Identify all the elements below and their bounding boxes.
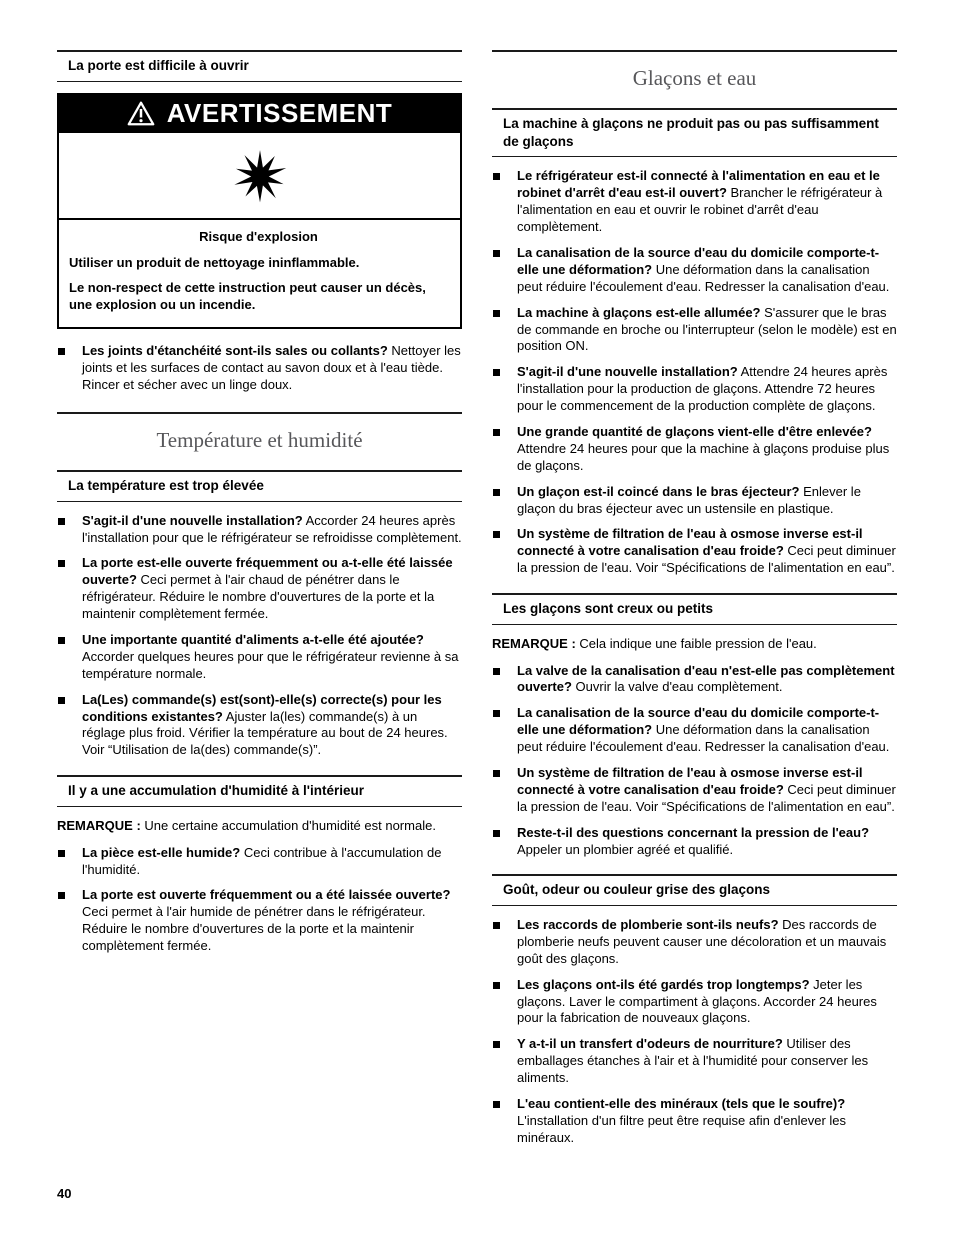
bullet-square-icon [493, 429, 500, 436]
answer-text: Ceci peut diminuer la pression de l'eau. Voir “Spécifications de l'alimentation en eau”. [517, 781, 896, 814]
section-title-ice-water: Glaçons et eau [632, 66, 757, 90]
answer-text: Accorder 24 heures après l'installation pour que le réfrigérateur se refroidisse complètement. [82, 512, 462, 545]
bullet-text [517, 168, 897, 236]
warning-consequence: Le non-respect de cette instruction peut causer un décès, une explosion ou un incendie. [69, 280, 426, 313]
page-number: 40 [57, 1186, 72, 1201]
bullet-text [82, 343, 462, 394]
bullet-square-icon [58, 348, 65, 355]
question-text: Une grande quantité de glaçons vient-elle d'être enlevée? [517, 423, 872, 439]
answer-text: Attendre 24 heures après l'installation pour la production de glaçons. Attendre 72 heures pour le commencement de la production complète de glaçons. [517, 364, 888, 414]
section-header-hollow-ice: Les glaçons sont creux ou petits [492, 593, 897, 625]
bullet-square-icon [493, 369, 500, 376]
question-text: La canalisation de la source d'eau du domicile comporte-t-elle une déformation? [517, 705, 880, 738]
bullet-square-icon [493, 489, 500, 496]
question-text: La machine à glaçons est-elle allumée? [517, 304, 761, 320]
bullet-item [57, 343, 462, 394]
bullet-text [517, 917, 897, 968]
bullet-text [517, 526, 897, 577]
section-title-temperature: Température et humidité [156, 427, 363, 452]
bullet-item [492, 825, 897, 859]
humidity-bullet-list [57, 845, 462, 955]
bullet-item [492, 484, 897, 518]
bullet-square-icon [493, 922, 500, 929]
question-text: La(Les) commande(s) est(sont)-elle(s) correcte(s) pour les conditions existantes? [82, 691, 442, 724]
bullet-text [517, 765, 897, 816]
bullet-square-icon [493, 830, 500, 837]
bullet-text [517, 825, 897, 859]
section-header-door: La porte est difficile à ouvrir [57, 50, 462, 82]
question-text: Reste-t-il des questions concernant la pression de l'eau? [517, 824, 870, 840]
answer-text: Attendre 24 heures pour que la machine à glaçons produise plus de glaçons. [517, 440, 890, 473]
bullet-text [517, 364, 897, 415]
answer-text: Appeler un plombier agréé et qualifié. [517, 841, 734, 857]
bullet-item [492, 305, 897, 356]
bullet-square-icon [58, 850, 65, 857]
question-text: Un système de filtration de l'eau à osmose inverse est-il connecté à votre canalisation d'eau froide? [517, 526, 863, 559]
question-text: Une importante quantité d'aliments a-t-elle été ajoutée? [82, 631, 424, 647]
bullet-item [492, 705, 897, 756]
bullet-square-icon [58, 518, 65, 525]
bullet-item [492, 977, 897, 1028]
bullet-item [57, 887, 462, 955]
bullet-item [492, 168, 897, 236]
section-header-temp-high: La température est trop élevée [57, 470, 462, 502]
answer-text: Ajuster la(les) commande(s) à un réglage plus froid. Vérifier la température au bout de 24 heures. Voir “Utilisation de la(des) commande(s)”. [82, 708, 448, 758]
answer-text: L'installation d'un filtre peut être requise afin d'enlever les minéraux. [517, 1112, 847, 1145]
temp-high-bullet-list [57, 513, 462, 760]
answer-text: Jeter les glaçons. Laver le compartiment à glaçons. Accorder 24 heures pour la fabrication de nouveaux glaçons. [517, 976, 877, 1026]
warning-risk-label: Risque d'explosion [199, 228, 318, 244]
bullet-item [57, 692, 462, 760]
bullet-square-icon [493, 531, 500, 538]
bullet-item [492, 1096, 897, 1147]
question-text: Un glaçon est-il coincé dans le bras éjecteur? [517, 483, 800, 499]
note-label: REMARQUE : [57, 817, 141, 833]
hollow-bullet-list [492, 663, 897, 859]
bullet-square-icon [58, 892, 65, 899]
question-text: Les joints d'étanchéité sont-ils sales ou collants? [82, 343, 388, 359]
question-text: La porte est-elle ouverte fréquemment ou a-t-elle été laissée ouverte? [82, 555, 453, 588]
question-text: S'agit-il d'une nouvelle installation? [82, 512, 303, 528]
question-text: La porte est ouverte fréquemment ou a été laissée ouverte? [82, 887, 451, 903]
bullet-text [82, 632, 462, 683]
question-text: La valve de la canalisation d'eau n'est-elle pas complètement ouverte? [517, 662, 895, 695]
answer-text: Ceci contribue à l'accumulation de l'humidité. [82, 844, 442, 877]
bullet-text [517, 424, 897, 475]
question-text: L'eau contient-elle des minéraux (tels que le soufre)? [517, 1096, 846, 1111]
hollow-note [492, 636, 897, 653]
answer-text: Ceci permet à l'air humide de pénétrer dans le réfrigérateur. Réduire le nombre d'ouvertures de la porte et la maintenir complètement fermée. [82, 904, 426, 954]
bullet-text [517, 305, 897, 356]
bullet-square-icon [493, 250, 500, 257]
answer-text: Une déformation dans la canalisation peut réduire l'écoulement d'eau. Redresser la canalisation d'eau. [517, 722, 890, 755]
answer-text: Enlever le glaçon du bras éjecteur avec un ustensile en plastique. [517, 483, 861, 516]
note-label: REMARQUE : [492, 635, 576, 651]
bullet-square-icon [493, 710, 500, 717]
bullet-item [492, 663, 897, 697]
bullet-text [517, 977, 897, 1028]
bullet-item [57, 513, 462, 547]
bullet-item [492, 765, 897, 816]
bullet-item [57, 845, 462, 879]
question-text: S'agit-il d'une nouvelle installation? [517, 364, 738, 380]
right-column [492, 50, 897, 1156]
question-text: La pièce est-elle humide? [82, 844, 241, 860]
bullet-square-icon [493, 770, 500, 777]
taste-bullet-list [492, 917, 897, 1147]
question-text: Le réfrigérateur est-il connecté à l'alimentation en eau et le robinet d'arrêt d'eau est-il ouvert? [517, 168, 880, 201]
answer-text: Brancher le réfrigérateur à l'alimentation en eau et ouvrir le robinet d'arrêt d'eau complètement. [517, 185, 883, 235]
bullet-text [517, 1096, 897, 1147]
bullet-square-icon [493, 1101, 500, 1108]
bullet-square-icon [493, 668, 500, 675]
warning-header-bar [59, 95, 460, 133]
section-divider [492, 50, 897, 52]
question-text: Y a-t-il un transfert d'odeurs de nourriture? [517, 1036, 783, 1052]
explosion-icon [231, 149, 289, 204]
warning-triangle-icon [127, 101, 155, 126]
bullet-text [517, 663, 897, 697]
section-divider [57, 412, 462, 414]
warning-box [57, 93, 462, 330]
question-text: Un système de filtration de l'eau à osmose inverse est-il connecté à votre canalisation d'eau froide? [517, 764, 863, 797]
bullet-text [517, 245, 897, 296]
bullet-item [492, 424, 897, 475]
bullet-text [82, 555, 462, 623]
note-text: Une certaine accumulation d'humidité est normale. [144, 817, 436, 833]
section-header-no-ice: La machine à glaçons ne produit pas ou pas suffisamment de glaçons [492, 108, 897, 157]
answer-text: S'assurer que le bras de commande en broche ou l'interrupteur (selon le modèle) est en position ON. [517, 304, 897, 354]
warning-instruction: Utiliser un produit de nettoyage ininflammable. [69, 255, 360, 271]
answer-text: Ceci permet à l'air chaud de pénétrer dans le réfrigérateur. Réduire le nombre d'ouvertures de la porte et la maintenir complètement fermée. [82, 572, 435, 622]
bullet-text [82, 845, 462, 879]
door-bullet-list [57, 343, 462, 394]
bullet-item [492, 364, 897, 415]
humidity-note [57, 818, 462, 835]
bullet-text [82, 692, 462, 760]
bullet-item [492, 245, 897, 296]
question-text: La canalisation de la source d'eau du domicile comporte-t-elle une déformation? [517, 244, 880, 277]
answer-text: Ceci peut diminuer la pression de l'eau. Voir “Spécifications de l'alimentation en eau”. [517, 543, 896, 576]
bullet-square-icon [493, 1041, 500, 1048]
bullet-text [517, 484, 897, 518]
answer-text: Nettoyer les joints et les surfaces de contact au savon doux et à l'eau tiède. Rincer et sécher avec un linge doux. [82, 343, 461, 392]
left-column [57, 50, 462, 1156]
no-ice-bullet-list [492, 168, 897, 577]
answer-text: Accorder quelques heures pour que le réfrigérateur revienne à sa température normale. [82, 648, 459, 681]
answer-text: Ouvrir la valve d'eau complètement. [575, 679, 783, 695]
bullet-square-icon [493, 310, 500, 317]
section-header-humidity: Il y a une accumulation d'humidité à l'intérieur [57, 775, 462, 807]
bullet-text [517, 1036, 897, 1087]
bullet-text [517, 705, 897, 756]
note-text: Cela indique une faible pression de l'eau. [579, 635, 817, 651]
answer-text: Des raccords de plomberie neufs peuvent causer une décoloration et un mauvais goût des glaçons. [517, 916, 887, 966]
bullet-item [492, 526, 897, 577]
bullet-item [57, 632, 462, 683]
bullet-item [492, 917, 897, 968]
bullet-text [82, 887, 462, 955]
warning-title: AVERTISSEMENT [166, 97, 393, 128]
bullet-square-icon [58, 637, 65, 644]
bullet-text [82, 513, 462, 547]
section-header-taste-odor: Goût, odeur ou couleur grise des glaçons [492, 874, 897, 906]
bullet-square-icon [493, 173, 500, 180]
warning-content [59, 220, 460, 328]
bullet-item [492, 1036, 897, 1087]
question-text: Les glaçons ont-ils été gardés trop longtemps? [517, 976, 810, 992]
bullet-square-icon [58, 697, 65, 704]
explosion-icon-row [59, 133, 460, 220]
bullet-square-icon [493, 982, 500, 989]
answer-text: Utiliser des emballages étanches à l'air et à l'humidité pour conserver les aliments. [517, 1036, 869, 1086]
question-text: Les raccords de plomberie sont-ils neufs? [517, 916, 779, 932]
bullet-square-icon [58, 560, 65, 567]
bullet-item [57, 555, 462, 623]
answer-text: Une déformation dans la canalisation peut réduire l'écoulement d'eau. Redresser la canalisation d'eau. [517, 261, 890, 294]
